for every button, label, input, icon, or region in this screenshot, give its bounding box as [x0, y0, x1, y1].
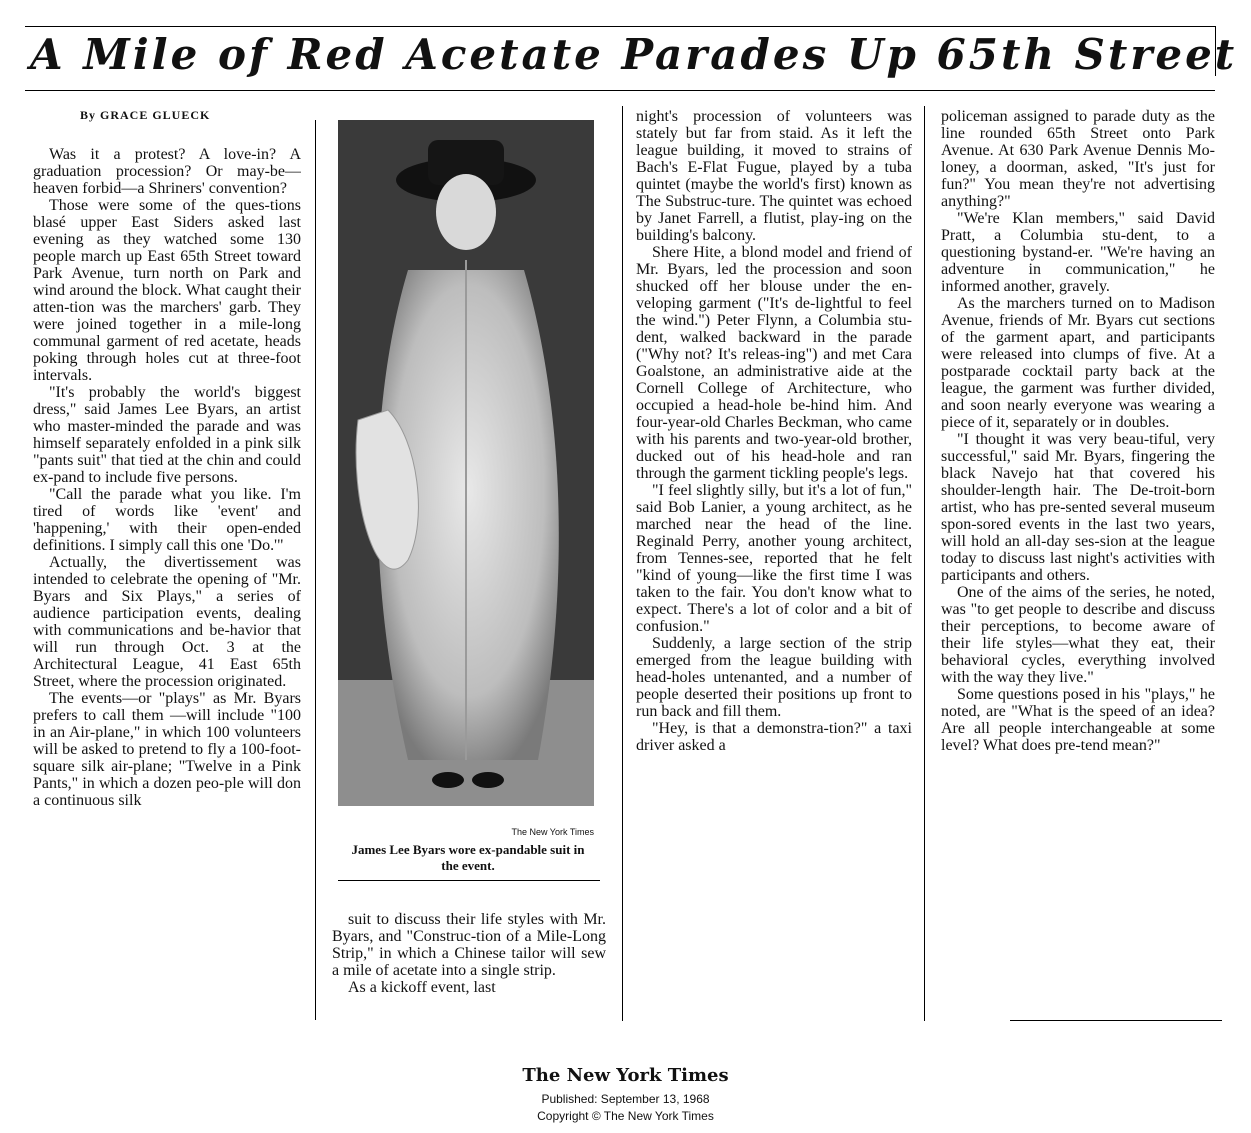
photo: [338, 120, 594, 806]
headline: A Mile of Red Acetate Parades Up 65th Street: [30, 30, 1238, 79]
article-end-rule: [1010, 1020, 1222, 1021]
paragraph: "Call the parade what you like. I'm tired of words like 'event' and 'happening,' with their open-ended definitions. I simply call this one 'Do.'": [33, 486, 301, 554]
column-rule: [315, 120, 316, 1020]
paragraph: "I feel slightly silly, but it's a lot of fun," said Bob Lanier, a young architect, as he marched near the head of the line. Reginald Perry, another young architect, from Tennes-see, reported that he felt "kind of young—like the first time I was taken to the fair. You don't know what to expect. There's a lot of color and a bit of confusion.": [636, 482, 912, 635]
paragraph: As the marchers turned on to Madison Avenue, friends of Mr. Byars cut sections of the garment apart, and participants were released into clumps of five. At a postparade cocktail party back at the league, the garment was further divided, and soon nearly everyone was wearing a piece of it, separately or in doubles.: [941, 295, 1215, 431]
photo-illustration: [338, 120, 594, 806]
paragraph: Was it a protest? A love-in? A graduation procession? Or may-be—heaven forbid—a Shriners' convention?: [33, 146, 301, 197]
paragraph: Shere Hite, a blond model and friend of Mr. Byars, led the procession and soon shucked off her blouse under the en-veloping garment ("It's de-lightful to feel the wind.") Peter Flynn, a Columbia stu-dent, walked backward in the parade ("Why not? It's releas-ing") and met Cara Goalstone, an administrative aide at the Cornell College of Architecture, who occupied a head-hole be-hind him. And four-year-old Charles Beckman, who came with his parents and two-year-old brother, ducked out of his head-hole and ran through the garment tickling people's legs.: [636, 244, 912, 482]
paragraph: The events—or "plays" as Mr. Byars prefers to call them —will include "100 in an Air-plane," in which 100 volunteers will be asked to pretend to fly a 100-foot-square silk air-plane; "Twelve in a Pink Pants," in which a dozen peo-ple will don a continuous silk: [33, 690, 301, 809]
paragraph: Those were some of the ques-tions blasé upper East Siders asked last evening as they watched some 130 people march up East 65th Street toward Park Avenue, turn north on Park and wind around the block. What caught their atten-tion was the marchers' garb. They were joined together in a mile-long communal garment of red acetate, heads poking through holes cut at three-foot intervals.: [33, 197, 301, 384]
caption-rule: [338, 880, 600, 881]
copyright-notice: Copyright © The New York Times: [537, 1109, 714, 1123]
column-1: [33, 146, 301, 1026]
column-3: [636, 108, 912, 1018]
paragraph: Suddenly, a large section of the strip emerged from the league building with head-holes untenanted, and a number of people deserted their positions up front to run back and fill them.: [636, 635, 912, 720]
paragraph: Actually, the divertissement was intended to celebrate the opening of "Mr. Byars and Six Plays," a series of audience participation events, dealing with communications and be-havior that will run through Oct. 3 at the Architectural League, 41 East 65th Street, where the procession originated.: [33, 554, 301, 690]
column-4: [941, 108, 1215, 1018]
headline-bottom-rule: [25, 90, 1215, 91]
published-date: Published: September 13, 1968: [541, 1092, 710, 1106]
top-rule: [25, 26, 1215, 27]
paragraph: policeman assigned to parade duty as the line rounded 65th Street onto Park Avenue. At 630 Park Avenue Dennis Mo-loney, a doorman, asked, "It's just for fun?" You mean they're not advertising anything?": [941, 108, 1215, 210]
photo-caption: James Lee Byars wore ex-pandable suit in the event.: [351, 842, 585, 873]
nyt-logo: The New York Times: [522, 1065, 729, 1086]
photo-credit: The New York Times: [511, 827, 594, 837]
paragraph: suit to discuss their life styles with Mr. Byars, and "Construc-tion of a Mile-Long Strip," in which a Chinese tailor will sew a mile of acetate into a single strip.: [332, 911, 606, 979]
paragraph: "We're Klan members," said David Pratt, a Columbia stu-dent, to a questioning bystand-er. "We're having an adventure in communication," he informed another, gravely.: [941, 210, 1215, 295]
paragraph: "I thought it was very beau-tiful, very successful," said Mr. Byars, fingering the black Navejo hat that covered his shoulder-length hair. The De-troit-born artist, who has pre-sented several museum spon-sored events in the last two years, will hold an all-day ses-sion at the league today to discuss last night's activities with participants and others.: [941, 431, 1215, 584]
paragraph: Some questions posed in his "plays," he noted, are "What is the speed of an idea? Are all people interchangeable at some level? What does pre-tend mean?": [941, 686, 1215, 754]
column-rule: [622, 106, 623, 1021]
column-2-bottom: [332, 911, 606, 1021]
paragraph: One of the aims of the series, he noted, was "to get people to describe and discuss their perceptions, to become aware of their life styles—what they eat, their behavioral cycles, everything involved with the way they live.": [941, 584, 1215, 686]
paragraph: As a kickoff event, last: [348, 979, 496, 996]
byline: By GRACE GLUECK: [80, 108, 211, 122]
paragraph: night's procession of volunteers was stately but far from staid. As it left the league building, it moved to strains of Bach's E-Flat Fugue, played by a tuba quintet (maybe the world's first) known as The Substruc-ture. The quintet was echoed by Janet Farrell, a flutist, play-ing on the building's balcony.: [636, 108, 912, 244]
column-rule: [924, 106, 925, 1021]
paragraph: "Hey, is that a demonstra-tion?" a taxi driver asked a: [636, 720, 912, 754]
paragraph: "It's probably the world's biggest dress," said James Lee Byars, an artist who master-minded the parade and was himself separately enfolded in a pink silk "pants suit" that tied at the chin and could ex-pand to include five persons.: [33, 384, 301, 486]
